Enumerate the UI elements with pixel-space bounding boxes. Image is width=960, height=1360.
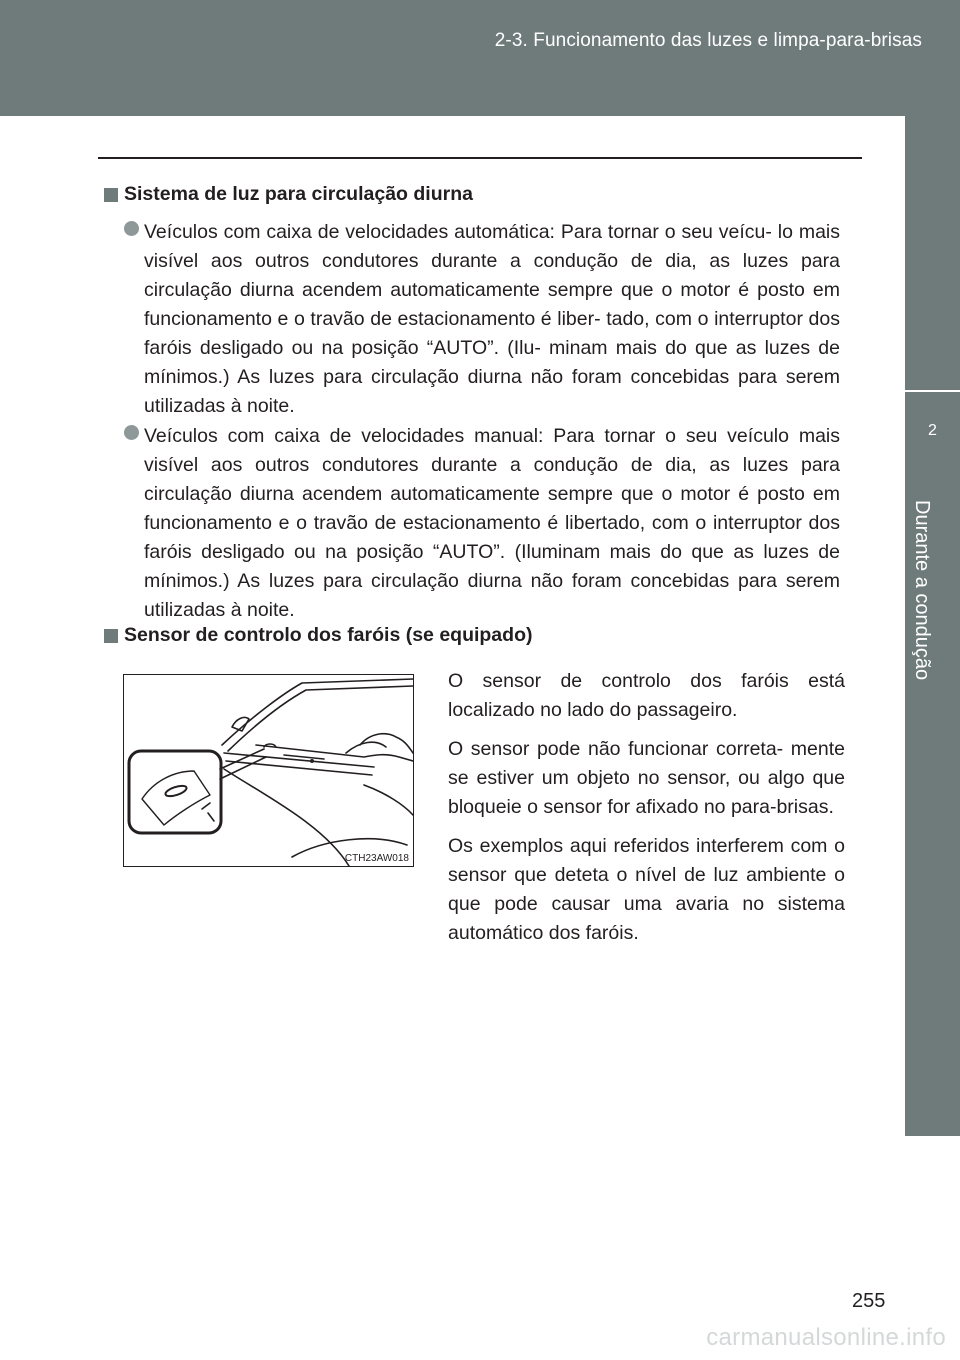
square-bullet-icon <box>104 629 118 643</box>
bullet-item-manual <box>124 422 840 625</box>
page-number: 255 <box>852 1290 886 1312</box>
sensor-description <box>448 667 845 958</box>
figure-code: CTH23AW018 <box>344 853 409 864</box>
bullet-item-automatic <box>124 218 840 421</box>
header-section-title: 2-3. Funcionamento das luzes e limpa-para-brisas <box>494 30 922 51</box>
top-rule <box>98 157 862 159</box>
section-heading-text: Sensor de controlo dos faróis (se equipado) <box>124 624 533 646</box>
section-heading-drl <box>104 183 473 206</box>
bullet-text: Veículos com caixa de velocidades automática: Para tornar o seu veícu- lo mais visível aos outros condutores durante a condução de dia, as luzes para circulação diurna acendem automaticamente sempre que o motor é posto em funcionamento e o travão de estacionamento é liber- tado, com o interruptor dos faróis desligado ou na posição “AUTO”. (Ilu- minam mais do que as luzes de mínimos.) As luzes para circulação diurna não foram concebidas para serem utilizadas à noite. <box>144 221 840 417</box>
chapter-title: Durante a condução <box>911 500 933 681</box>
section-heading-sensor <box>104 624 532 647</box>
circle-bullet-icon <box>124 221 139 236</box>
sensor-paragraph-3: Os exemplos aqui referidos interferem com o sensor que deteta o nível de luz ambiente o que pode causar uma avaria no sistema automático dos faróis. <box>448 835 845 944</box>
chapter-number: 2 <box>928 422 937 439</box>
header-band <box>0 0 960 116</box>
square-bullet-icon <box>104 188 118 202</box>
bullet-text: Veículos com caixa de velocidades manual: Para tornar o seu veículo mais visível aos outros condutores durante a condução de dia, as luzes para circulação diurna acendem automaticamente sempre que o motor é posto em funcionamento e o travão de estacionamento é libertado, com o interruptor dos faróis desligado ou na posição “AUTO”. (Iluminam mais do que as luzes de mínimos.) As luzes para circulação diurna não foram concebidas para serem utilizadas à noite. <box>144 425 840 621</box>
side-tab-divider <box>905 390 960 392</box>
circle-bullet-icon <box>124 425 139 440</box>
watermark: carmanualsonline.info <box>706 1324 946 1351</box>
sensor-location-illustration <box>123 674 414 867</box>
sensor-paragraph-1: O sensor de controlo dos faróis está localizado no lado do passageiro. <box>448 670 845 721</box>
section-heading-text: Sistema de luz para circulação diurna <box>124 183 473 205</box>
windshield-sensor-drawing <box>124 675 413 866</box>
sensor-paragraph-2: O sensor pode não funcionar correta- mente se estiver um objeto no sensor, ou algo que bloqueie o sensor for afixado no para-brisas. <box>448 738 845 818</box>
